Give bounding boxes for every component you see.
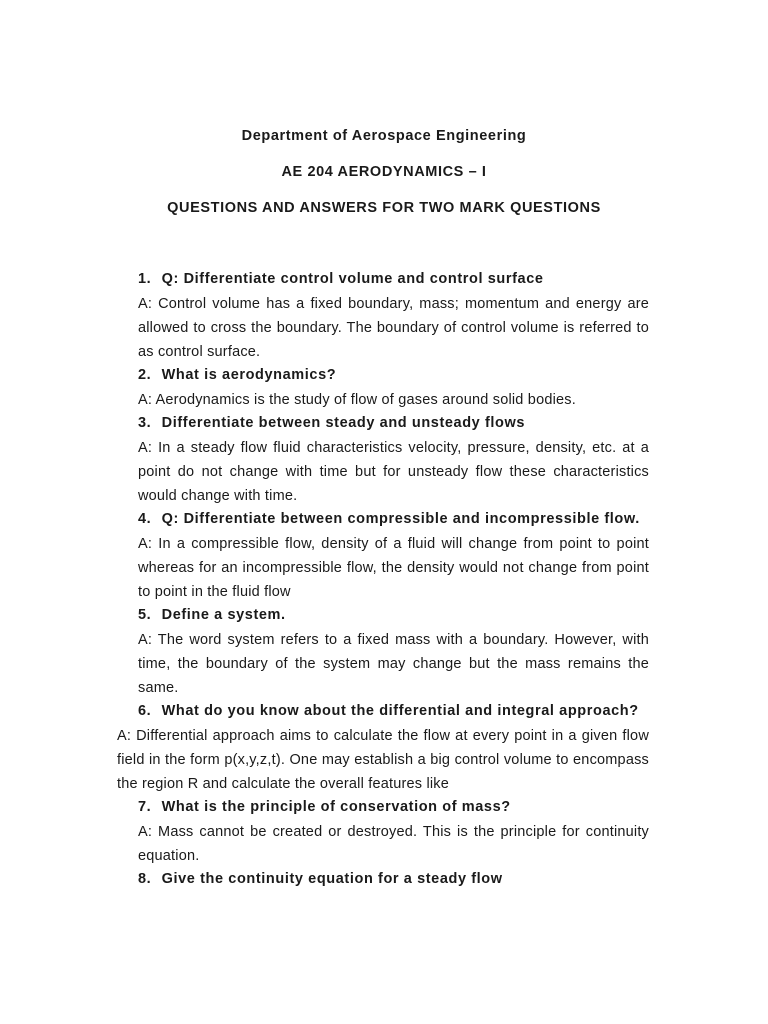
question-7 bbox=[138, 799, 511, 815]
question-number: 7. bbox=[138, 799, 152, 815]
question-number: 5. bbox=[138, 607, 152, 623]
question-number: 8. bbox=[138, 871, 152, 887]
question-3 bbox=[138, 415, 525, 431]
department-heading: Department of Aerospace Engineering bbox=[241, 128, 527, 144]
question-text: Define a system. bbox=[161, 607, 286, 623]
answer-3: A: In a steady flow fluid characteristics velocity, pressure, density, etc. at a point do not change with time but for unsteady flow these characteristics would change with time. bbox=[138, 440, 649, 504]
question-number: 2. bbox=[138, 367, 152, 383]
answer-5: A: The word system refers to a fixed mass with a boundary. However, with time, the boundary of the system may change but the mass remains the same. bbox=[138, 632, 649, 696]
question-1 bbox=[138, 271, 544, 287]
question-text: What is the principle of conservation of mass? bbox=[161, 799, 511, 815]
question-text: Differentiate between steady and unsteady flows bbox=[161, 415, 526, 431]
question-8 bbox=[138, 871, 503, 887]
course-title: AE 204 AERODYNAMICS – I bbox=[281, 164, 487, 180]
answer-6: A: Differential approach aims to calculate the flow at every point in a given flow field in the form p(x,y,z,t). One may establish a big control volume to encompass the region R and calculate the overall features like bbox=[117, 728, 649, 792]
question-number: 3. bbox=[138, 415, 152, 431]
answer-4: A: In a compressible flow, density of a fluid will change from point to point whereas for an incompressible flow, the density would not change from point to point in the fluid flow bbox=[138, 536, 649, 600]
question-4 bbox=[138, 511, 640, 527]
question-text: Q: Differentiate between compressible and incompressible flow. bbox=[161, 511, 640, 527]
document-subtitle: QUESTIONS AND ANSWERS FOR TWO MARK QUESTIONS bbox=[167, 200, 601, 216]
question-text: Q: Differentiate control volume and control surface bbox=[161, 271, 544, 287]
question-number: 6. bbox=[138, 703, 152, 719]
question-text: Give the continuity equation for a steady flow bbox=[161, 871, 503, 887]
answer-1: A: Control volume has a fixed boundary, mass; momentum and energy are allowed to cross the boundary. The boundary of control volume is referred to as control surface. bbox=[138, 296, 649, 360]
question-6 bbox=[138, 703, 639, 719]
question-text: What is aerodynamics? bbox=[161, 367, 337, 383]
answer-2: A: Aerodynamics is the study of flow of gases around solid bodies. bbox=[138, 392, 576, 408]
question-number: 1. bbox=[138, 271, 152, 287]
question-5 bbox=[138, 607, 286, 623]
question-2 bbox=[138, 367, 336, 383]
question-number: 4. bbox=[138, 511, 152, 527]
question-text: What do you know about the differential and integral approach? bbox=[161, 703, 639, 719]
answer-7: A: Mass cannot be created or destroyed. This is the principle for continuity equation. bbox=[138, 824, 649, 864]
